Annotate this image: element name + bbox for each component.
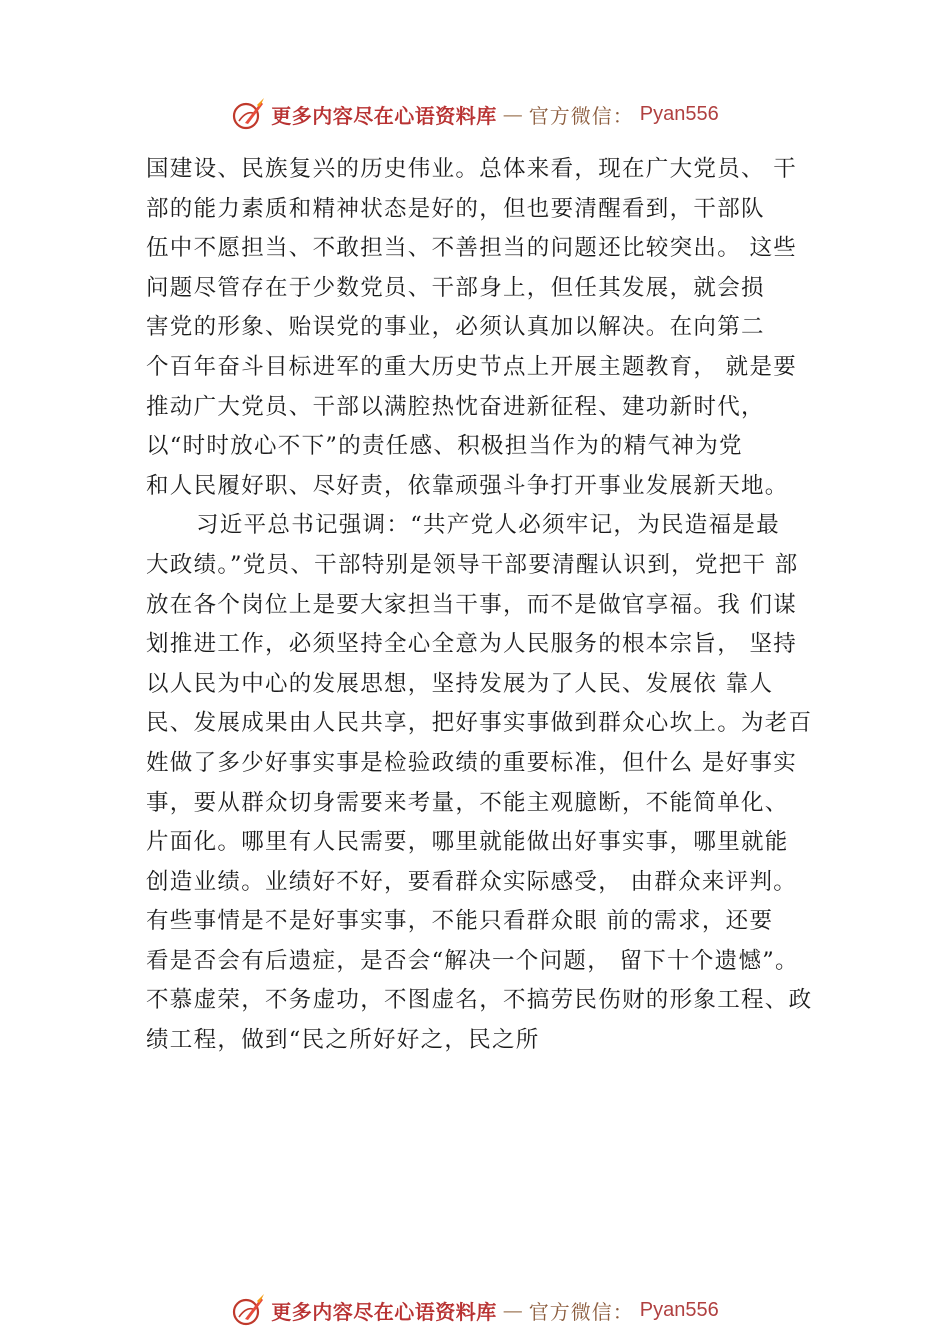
watermark-wechat-id: Pyan556: [639, 1298, 719, 1321]
text-line: 创造业绩。业绩好不好，要看群众实际感受， 由群众来评判。: [146, 868, 798, 895]
text-line: 片面化。哪里有人民需要，哪里就能做出好事实事，哪里就能: [146, 829, 789, 856]
watermark-dash: —: [502, 102, 523, 126]
text-line: 绩工程，做到“民之所好好之，民之所: [146, 1027, 540, 1054]
paragraph-start-line: 习近平总书记强调：“共产党人必须牢记，为民造福是最: [196, 512, 781, 539]
watermark-dash: —: [502, 1298, 523, 1322]
text-line: 姓做了多少好事实事是检验政绩的重要标准，但什么 是好事实: [146, 749, 798, 776]
quill-seal-logo-icon: [231, 97, 265, 131]
text-line: 放在各个岗位上是要大家担当干事，而不是做官享福。我 们谋: [146, 591, 798, 618]
text-line: 部的能力素质和精神状态是好的，但也要清醒看到，干部队: [146, 195, 765, 222]
document-body: [146, 150, 846, 1061]
watermark-library-text: 更多内容尽在心语资料库: [271, 103, 497, 128]
watermark-library-text: 更多内容尽在心语资料库: [271, 1299, 497, 1324]
watermark-wechat-label: 官方微信：: [528, 1299, 634, 1324]
header-watermark: [0, 94, 950, 134]
text-line: 国建设、民族复兴的历史伟业。总体来看，现在广大党员、 干: [146, 156, 798, 182]
footer-watermark: [0, 1290, 950, 1330]
text-line: 以人民为中心的发展思想，坚持发展为了人民、发展依 靠人: [146, 670, 774, 697]
text-line: 以“时时放心不下”的责任感、积极担当作为的精气神为党: [146, 433, 743, 460]
text-line: 害党的形象、贻误党的事业，必须认真加以解决。在向第二: [146, 314, 765, 341]
text-line: 问题尽管存在于少数党员、干部身上，但任其发展，就会损: [146, 274, 765, 301]
text-line: 个百年奋斗目标进军的重大历史节点上开展主题教育， 就是要: [146, 353, 798, 380]
quill-seal-logo-icon: [231, 1293, 265, 1327]
text-line: 大政绩。”党员、干部特别是领导干部要清醒认识到，党把干 部: [146, 551, 799, 578]
text-line: 划推进工作，必须坚持全心全意为人民服务的根本宗旨， 坚持: [146, 631, 798, 658]
watermark-wechat-id: Pyan556: [639, 102, 719, 125]
text-line: 推动广大党员、干部以满腔热忱奋进新征程、建功新时代，: [146, 393, 765, 420]
watermark-wechat-label: 官方微信：: [528, 103, 634, 128]
text-line: 有些事情是不是好事实事，不能只看群众眼 前的需求，还要: [146, 908, 774, 935]
text-line: 事，要从群众切身需要来考量，不能主观臆断，不能简单化、: [146, 789, 789, 816]
text-line: 看是否会有后遗症，是否会“解决一个问题， 留下十个遗憾”。: [146, 947, 799, 974]
text-line: 伍中不愿担当、不敢担当、不善担当的问题还比较突出。 这些: [146, 235, 798, 262]
text-line: 民、发展成果由人民共享，把好事实事做到群众心坎上。为老百: [146, 710, 813, 737]
text-line: 不慕虚荣，不务虚功，不图虚名，不搞劳民伤财的形象工程、政: [146, 987, 813, 1014]
text-line: 和人民履好职、尽好责，依靠顽强斗争打开事业发展新天地。: [146, 472, 789, 499]
